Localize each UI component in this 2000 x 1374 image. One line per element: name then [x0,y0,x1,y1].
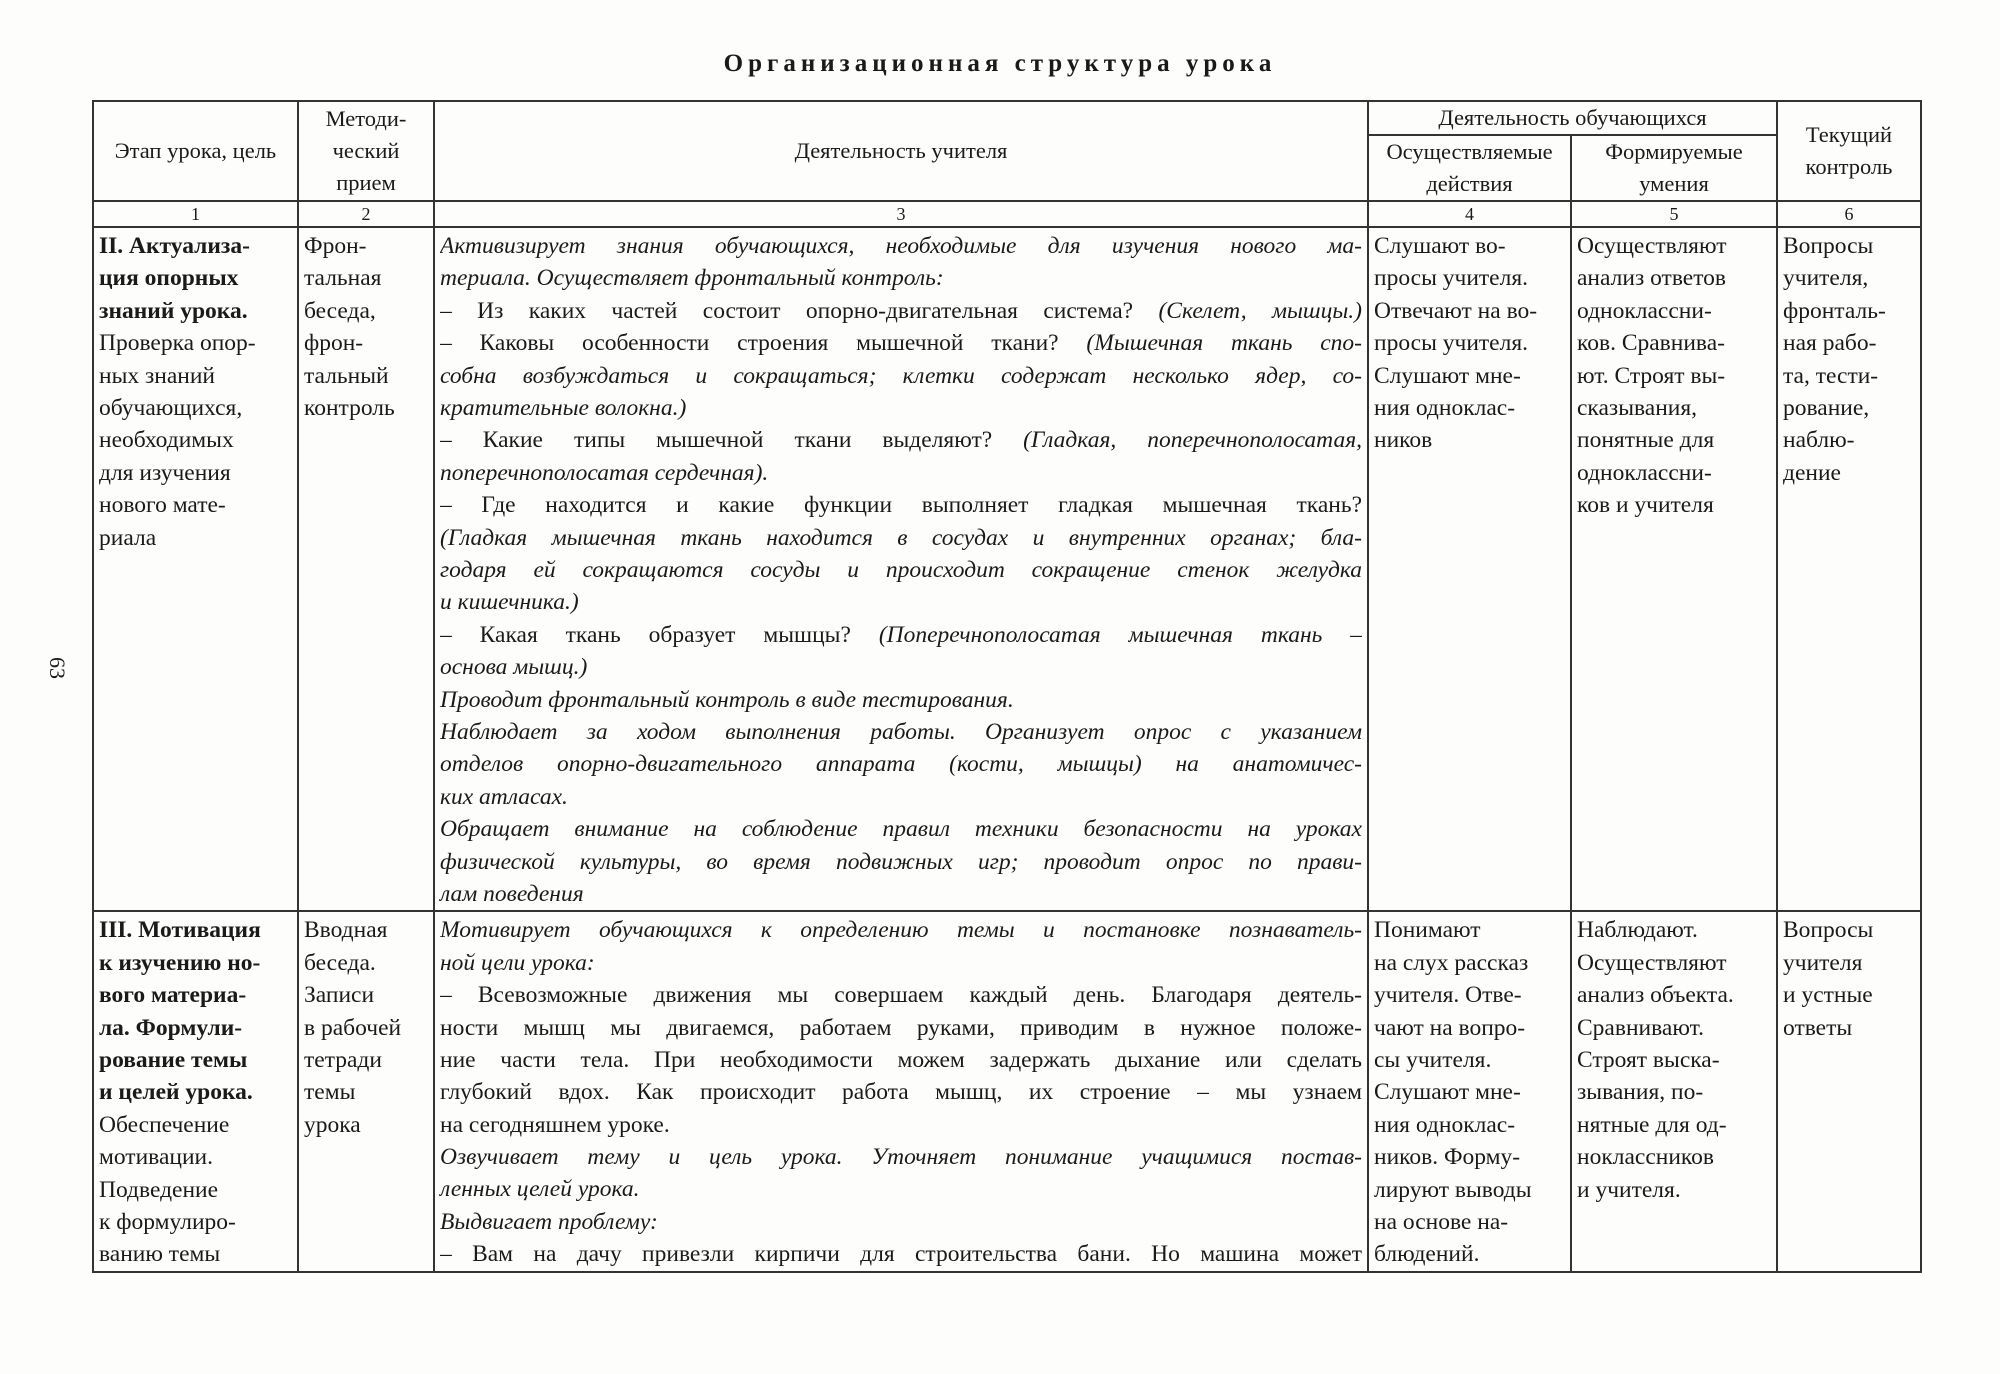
italic-text: отделов опорно-двигательного аппарата (кости, мышцы) на анатомичес- [440,751,1362,778]
text: ния одноклас- [1374,395,1516,422]
text-line [1577,947,1771,979]
text-line [304,1076,428,1108]
text-line [440,1141,1362,1173]
text: ков. Сравнива- [1577,330,1725,357]
text-line [440,262,1362,294]
text-line [1577,1141,1771,1173]
text-line [440,489,1362,521]
text: Вопросы [1783,233,1874,259]
text-line [440,586,1362,618]
text: та, тести- [1783,362,1879,389]
italic-text: Выдвигает проблему: [440,1208,658,1235]
student-actions-cell [1368,227,1571,911]
student-actions-cell [1368,911,1571,1271]
text-line [440,914,1362,946]
text-line [304,262,428,294]
italic-text: Мотивирует обучающихся к определению темы и постановке познаватель- [440,917,1362,944]
text: беседа, [304,297,376,324]
header-skills [1571,135,1777,201]
text: беседа. [304,949,376,976]
text-line [440,1206,1362,1238]
text-line [1374,1141,1565,1173]
text-line [99,1109,292,1141]
text-line [99,489,292,521]
text: – Из каких частей состоит опорно-двигательная система? [440,297,1159,324]
table-row [93,911,1921,1271]
italic-text: собна возбуждаться и сокращаться; клетки содержат несколько ядер, со- [440,362,1362,389]
bold-text: вого материа- [99,982,247,1009]
text: сы учителя. [1374,1046,1492,1073]
text-line [440,1076,1362,1108]
text-line [440,781,1362,813]
text: ответы [1783,1014,1853,1041]
text-line [1374,1109,1565,1141]
header-stage: Этап урока, цель [93,101,298,201]
text-line [1783,424,1915,456]
italic-text: основа мышц.) [440,654,588,681]
text-line [440,230,1362,262]
text-line [440,457,1362,489]
text: тальная [304,265,382,292]
text-line [99,457,292,489]
text: просы учителя. [1374,330,1529,357]
text-line [440,327,1362,359]
text: Вопросы [1783,917,1874,944]
column-number: 1 [93,201,298,227]
text: Подведение [99,1176,219,1203]
text-line [440,651,1362,683]
text-line [99,360,292,392]
italic-text: (Гладкая, поперечнополосатая, [1023,427,1362,454]
text: учителя, [1783,265,1869,292]
header-skills-line: Формируемые [1605,139,1743,164]
text: анализ объекта. [1577,982,1734,1009]
text-line [1577,262,1771,294]
header-method [298,101,434,201]
text-line [440,295,1362,327]
text: блюдений. [1374,1241,1480,1268]
text-line [1577,979,1771,1011]
text-line [1783,914,1915,946]
text-line [99,522,292,554]
italic-text: Проводит фронтальный контроль в виде тестирования. [440,686,1014,713]
italic-text: (Скелет, мышцы.) [1158,297,1362,324]
text-line [440,947,1362,979]
text-line [1374,327,1565,359]
text: ников [1374,427,1433,454]
text-line [99,1141,292,1173]
text: Обеспечение [99,1111,230,1138]
text: риала [99,524,157,551]
header-control-line: контроль [1805,154,1893,179]
text: наблю- [1783,427,1855,454]
text: Осуществляют [1577,949,1727,976]
bold-text: к изучению но- [99,949,261,976]
text: глубокий вдох. Как происходит работа мышц, их строение – мы узнаем [440,1079,1362,1106]
text: – Какая ткань образует мышцы? [440,621,879,648]
text-line [440,1238,1362,1270]
italic-text: (Поперечнополосатая мышечная ткань – [878,621,1362,648]
text: ности мышц мы двигаемся, работаем руками, приводим в нужное положе- [440,1014,1362,1041]
text-line [1577,1109,1771,1141]
text-line [1577,360,1771,392]
text-line [440,619,1362,651]
header-students: Деятельность обучающихся [1368,101,1777,135]
text-line [1783,327,1915,359]
text-line [1374,1076,1565,1108]
text-line [440,748,1362,780]
text: Сравнивают. [1577,1014,1704,1041]
text: – Где находится и какие функции выполняет гладкая мышечная ткань? [440,492,1362,519]
text: и устные [1783,982,1873,1009]
text-line [99,1044,292,1076]
italic-text: ленных целей урока. [440,1176,640,1203]
text-line [440,684,1362,716]
text-line [1577,295,1771,327]
text-line [1577,230,1771,262]
text-line [1374,1174,1565,1206]
text-line [99,327,292,359]
header-method-line: прием [336,170,396,195]
text: Слушают во- [1374,233,1506,259]
italic-text: ких атласах. [440,783,568,810]
method-cell [298,911,434,1271]
teacher-activity-cell [434,911,1368,1271]
text-line [99,230,292,262]
text-line [1783,295,1915,327]
text: Осуществляют [1577,233,1727,259]
text-line [99,947,292,979]
italic-text: Наблюдает за ходом выполнения работы. Организует опрос с указанием [440,718,1362,745]
text: лируют выводы [1374,1176,1532,1203]
italic-text: (Гладкая мышечная ткань находится в сосудах и внутренних органах; бла- [440,524,1362,551]
text: контроль [304,395,395,422]
italic-text: поперечнополосатая сердечная). [440,459,769,486]
text: зывания, по- [1577,1079,1704,1106]
text: на слух рассказ [1374,949,1529,976]
text-line [1783,230,1915,262]
bold-text: знаний урока. [99,297,248,324]
italic-text: лам поведения [440,880,584,907]
text-line [1374,1012,1565,1044]
text-line [304,295,428,327]
control-cell [1777,911,1921,1271]
text-line [1374,1044,1565,1076]
header-actions-line: Осуществляемые [1386,139,1553,164]
text: фронталь- [1783,297,1886,324]
text-line [1577,1174,1771,1206]
column-number: 6 [1777,201,1921,227]
text-line [440,846,1362,878]
bold-text: ция опорных [99,265,239,292]
header-teacher: Деятельность учителя [434,101,1368,201]
italic-text: физической культуры, во время подвижных игр; проводит опрос по прави- [440,848,1362,875]
text-line [1577,914,1771,946]
bold-text: рование темы [99,1046,248,1073]
text-line [99,914,292,946]
header-control-line: Текущий [1805,122,1893,147]
text: к формулиро- [99,1208,236,1235]
text: тетради [304,1046,382,1073]
text: сказывания, [1577,395,1698,422]
text: обучающихся, [99,395,243,422]
italic-text: ной цели урока: [440,949,595,976]
text-line [99,1238,292,1270]
text: темы [304,1079,356,1106]
text-line [440,424,1362,456]
text: просы учителя. [1374,265,1529,292]
text: Фрон- [304,233,367,259]
text-line [99,1174,292,1206]
text-line [440,979,1362,1011]
text-line [1577,424,1771,456]
page-number: 63 [45,657,70,679]
text: ют. Строят вы- [1577,362,1726,389]
text: учителя [1783,949,1863,976]
text-line [1374,230,1565,262]
text-line [440,522,1362,554]
text: нятные для од- [1577,1111,1727,1138]
text-line [99,1076,292,1108]
lesson-structure-table [92,100,1922,1273]
text: – Каковы особенности строения мышечной ткани? [440,330,1087,357]
text-line [1783,392,1915,424]
text: ников. Форму- [1374,1144,1521,1171]
text: анализ ответов [1577,265,1727,292]
text-line [1577,1012,1771,1044]
text-line [1577,489,1771,521]
header-method-line: ческий [332,138,400,163]
header-actions-line: действия [1426,171,1513,196]
text-line [304,230,428,262]
text: понятные для [1577,427,1715,454]
text-line [440,716,1362,748]
text: одноклассни- [1577,459,1712,486]
text-line [304,914,428,946]
text: фрон- [304,330,364,357]
italic-text: (Мышечная ткань спо- [1086,330,1362,357]
italic-text: Озвучивает тему и цель урока. Уточняет понимание учащимися постав- [440,1144,1362,1171]
text-line [1783,457,1915,489]
text-line [440,360,1362,392]
text-line [1783,360,1915,392]
teacher-activity-cell [434,227,1368,911]
text: ние части тела. При необходимости можем задержать дыхание или сделать [440,1046,1362,1073]
text-line [440,392,1362,424]
text-line [1374,295,1565,327]
text-line [99,262,292,294]
text: и учителя. [1577,1176,1681,1203]
text: на сегодняшнем уроке. [440,1111,670,1138]
text-line [1783,979,1915,1011]
italic-text: годаря ей сокращаются сосуды и происходит сокращение стенок желудка [440,556,1362,583]
text: рование, [1783,395,1870,422]
text: Вводная [304,917,388,944]
text: Слушают мне- [1374,1079,1521,1106]
text-line [1374,360,1565,392]
text: ков и учителя [1577,492,1714,519]
header-skills-line: умения [1639,171,1709,196]
text: – Какие типы мышечной ткани выделяют? [440,427,1024,454]
page-title: Организационная структура урока [723,50,1277,77]
text-line [440,878,1362,910]
text-line [99,1012,292,1044]
text-line [1374,947,1565,979]
text-line [440,1044,1362,1076]
text: в рабочей [304,1014,402,1041]
text: ноклассников [1577,1144,1714,1171]
text: – Всевозможные движения мы совершаем каждый день. Благодаря деятель- [440,982,1362,1009]
text-line [1577,1076,1771,1108]
column-number: 4 [1368,201,1571,227]
text: Слушают мне- [1374,362,1521,389]
text: Строят выска- [1577,1046,1720,1073]
text-line [304,1109,428,1141]
text-line [1374,392,1565,424]
text-line [304,979,428,1011]
text-line [99,295,292,327]
text-line [99,1206,292,1238]
text-line [440,1012,1362,1044]
column-numbers-row [93,201,1921,227]
text-line [99,392,292,424]
control-cell [1777,227,1921,911]
text-line [1374,914,1565,946]
text: учителя. Отве- [1374,982,1522,1009]
text: дение [1783,459,1841,486]
text: мотивации. [99,1144,213,1171]
text: ванию темы [99,1241,221,1268]
bold-text: ла. Формули- [99,1014,243,1041]
italic-text: Активизирует знания обучающихся, необходимые для изучения нового ма- [440,233,1362,259]
header-method-line: Методи- [325,106,407,131]
text-line [440,1173,1362,1205]
text: ных знаний [99,362,216,389]
column-number: 3 [434,201,1368,227]
student-skills-cell [1571,911,1777,1271]
text: урока [304,1111,361,1138]
text-line [1577,457,1771,489]
bold-text: II. Актуализа- [99,233,250,259]
table-row [93,227,1921,911]
text: на основе на- [1374,1208,1509,1235]
header-control [1777,101,1921,201]
text-line [1374,424,1565,456]
header-actions [1368,135,1571,201]
text-line [304,947,428,979]
text-line [304,392,428,424]
text: тальный [304,362,389,389]
text-line [440,1109,1362,1141]
text-line [1577,327,1771,359]
text-line [1374,1206,1565,1238]
text: – Вам на дачу привезли кирпичи для строительства бани. Но машина может [440,1241,1362,1268]
text-line [99,424,292,456]
column-number: 2 [298,201,434,227]
stage-cell [93,227,298,911]
text-line [99,979,292,1011]
italic-text: Обращает внимание на соблюдение правил техники безопасности на уроках [440,816,1362,843]
text: Понимают [1374,917,1481,944]
italic-text: териала. Осуществляет фронтальный контроль: [440,265,944,292]
text: необходимых [99,427,234,454]
text-line [1374,1238,1565,1270]
text-line [1374,979,1565,1011]
text-line [1783,947,1915,979]
text-line [1783,1012,1915,1044]
text-line [1783,262,1915,294]
text-line [440,813,1362,845]
text-line [1577,1044,1771,1076]
text: одноклассни- [1577,297,1712,324]
text-line [304,327,428,359]
italic-text: и кишечника.) [440,589,579,616]
text: Наблюдают. [1577,917,1698,944]
text: ния одноклас- [1374,1111,1516,1138]
text: Записи [304,982,375,1009]
text-line [1577,392,1771,424]
text: для изучения [99,459,231,486]
text-line [1374,262,1565,294]
text: ная рабо- [1783,330,1877,357]
text-line [304,1044,428,1076]
bold-text: и целей урока. [99,1079,253,1106]
text: чают на вопро- [1374,1014,1526,1041]
text-line [440,554,1362,586]
text-line [304,360,428,392]
bold-text: III. Мотивация [99,917,261,944]
column-number: 5 [1571,201,1777,227]
student-skills-cell [1571,227,1777,911]
italic-text: кратительные волокна.) [440,394,687,421]
text: нового мате- [99,492,226,519]
text-line [304,1012,428,1044]
method-cell [298,227,434,911]
text: Отвечают на во- [1374,297,1538,324]
text: Проверка опор- [99,330,256,357]
stage-cell [93,911,298,1271]
